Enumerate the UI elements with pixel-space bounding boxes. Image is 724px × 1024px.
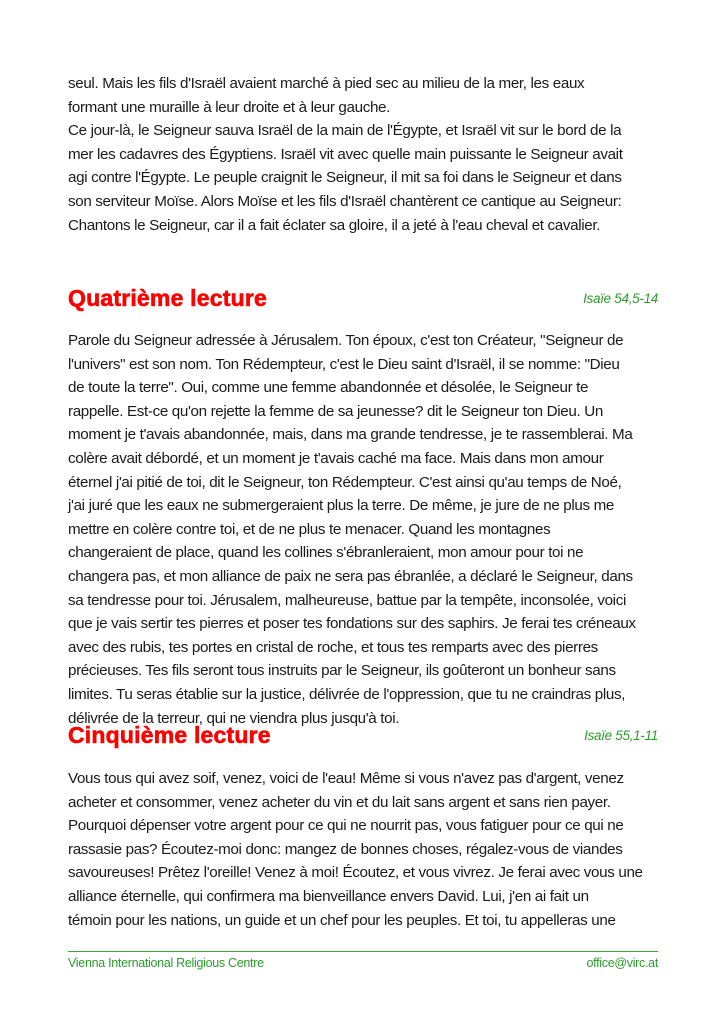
text-line: seul. Mais les fils d'Israël avaient marché à pied sec au milieu de la mer, les eaux — [68, 75, 585, 92]
text-line: mettre en colère contre toi, et de ne plus te menacer. Quand les montagnes — [68, 520, 551, 538]
text-line: délivrée de la terreur, qui ne viendra plus jusqu'à toi. — [68, 709, 400, 727]
scripture-reference: Isaïe 55,1-11 — [584, 728, 658, 743]
section-title: Cinquième lecture — [68, 722, 271, 748]
text-line: savoureuses! Prêtez l'oreille! Venez à moi! Écoutez, et vous vivrez. Je ferai avec vous une — [68, 864, 643, 882]
section-heading-quatrieme — [68, 285, 658, 315]
text-line: alliance éternelle, qui confirmera ma bienveillance envers David. Lui, j'en ai fait un — [68, 887, 589, 905]
text-line: acheter et consommer, venez acheter du vin et du lait sans argent et sans rien payer. — [68, 793, 611, 811]
scripture-reference: Isaïe 54,5-14 — [583, 291, 658, 306]
text-line: précieuses. Tes fils seront tous instruits par le Seigneur, ils goûteront un bonheur sans — [68, 662, 616, 680]
section-heading-cinquieme — [68, 722, 658, 752]
text-line: changeraient de place, quand les collines s'ébranleraient, mon amour pour toi ne — [68, 544, 584, 562]
text-line: agi contre l'Égypte. Le peuple craignit le Seigneur, il mit sa foi dans le Seigneur et dans — [68, 169, 622, 187]
text-line: rappelle. Est-ce qu'on rejette la femme de sa jeunesse? dit le Seigneur ton Dieu. Un — [68, 402, 603, 420]
intro-paragraph — [68, 72, 668, 237]
text-line: Vous tous qui avez soif, venez, voici de l'eau! Même si vous n'avez pas d'argent, venez — [68, 770, 624, 787]
text-line: limites. Tu seras établie sur la justice, délivrée de l'oppression, que tu ne craindras plus, — [68, 685, 626, 703]
section-title: Quatrième lecture — [68, 285, 267, 311]
text-line: Chantons le Seigneur, car il a fait éclater sa gloire, il a jeté à l'eau cheval et cavalier. — [68, 216, 601, 234]
footer-organization: Vienna International Religious Centre — [68, 956, 264, 970]
text-line: sa tendresse pour toi. Jérusalem, malheureuse, battue par la tempête, inconsolée, voici — [68, 591, 626, 609]
text-line: son serviteur Moïse. Alors Moïse et les fils d'Israël chantèrent ce cantique au Seigneur: — [68, 192, 622, 210]
text-line: Pourquoi dépenser votre argent pour ce qui ne nourrit pas, vous fatiguer pour ce qui ne — [68, 817, 624, 835]
text-line: témoin pour les nations, un guide et un chef pour les peuples. Et toi, tu appelleras une — [68, 911, 616, 929]
text-line: mer les cadavres des Égyptiens. Israël vit avec quelle main puissante le Seigneur avait — [68, 145, 623, 163]
text-line: l'univers" est son nom. Ton Rédempteur, c'est le Dieu saint d'Israël, il se nomme: "Dieu — [68, 355, 620, 373]
text-line: j'ai juré que les eaux ne submergeraient plus la terre. De même, je jure de ne plus me — [68, 497, 615, 515]
text-line: Parole du Seigneur adressée à Jérusalem. Ton époux, c'est ton Créateur, "Seigneur de — [68, 332, 624, 349]
section-paragraph-cinquieme — [68, 767, 668, 932]
footer-email-link[interactable]: office@virc.at — [586, 956, 658, 970]
text-line: éternel j'ai pitié de toi, dit le Seigneur, ton Rédempteur. C'est ainsi qu'au temps de Noé, — [68, 473, 622, 491]
text-line: Ce jour-là, le Seigneur sauva Israël de la main de l'Égypte, et Israël vit sur le bord de la — [68, 122, 622, 140]
text-line: changera pas, et mon alliance de paix ne sera pas ébranlée, a déclaré le Seigneur, dans — [68, 567, 633, 585]
footer-divider — [68, 951, 658, 952]
text-line: rassasie pas? Écoutez-moi donc: mangez de bonnes choses, régalez-vous de viandes — [68, 840, 623, 858]
text-line: colère avait débordé, et un moment je t'avais caché ma face. Mais dans mon amour — [68, 449, 604, 467]
text-line: de toute la terre". Oui, comme une femme abandonnée et désolée, le Seigneur te — [68, 379, 589, 397]
text-line: moment je t'avais abandonnée, mais, dans ma grande tendresse, je te rassemblerai. Ma — [68, 426, 633, 444]
text-line: formant une muraille à leur droite et à leur gauche. — [68, 98, 391, 116]
text-line: que je vais sertir tes pierres et poser tes fondations sur des saphirs. Je ferai tes créneaux — [68, 615, 636, 633]
text-line: avec des rubis, tes portes en cristal de roche, et tous tes remparts avec des pierres — [68, 638, 598, 656]
section-paragraph-quatrieme — [68, 329, 668, 730]
